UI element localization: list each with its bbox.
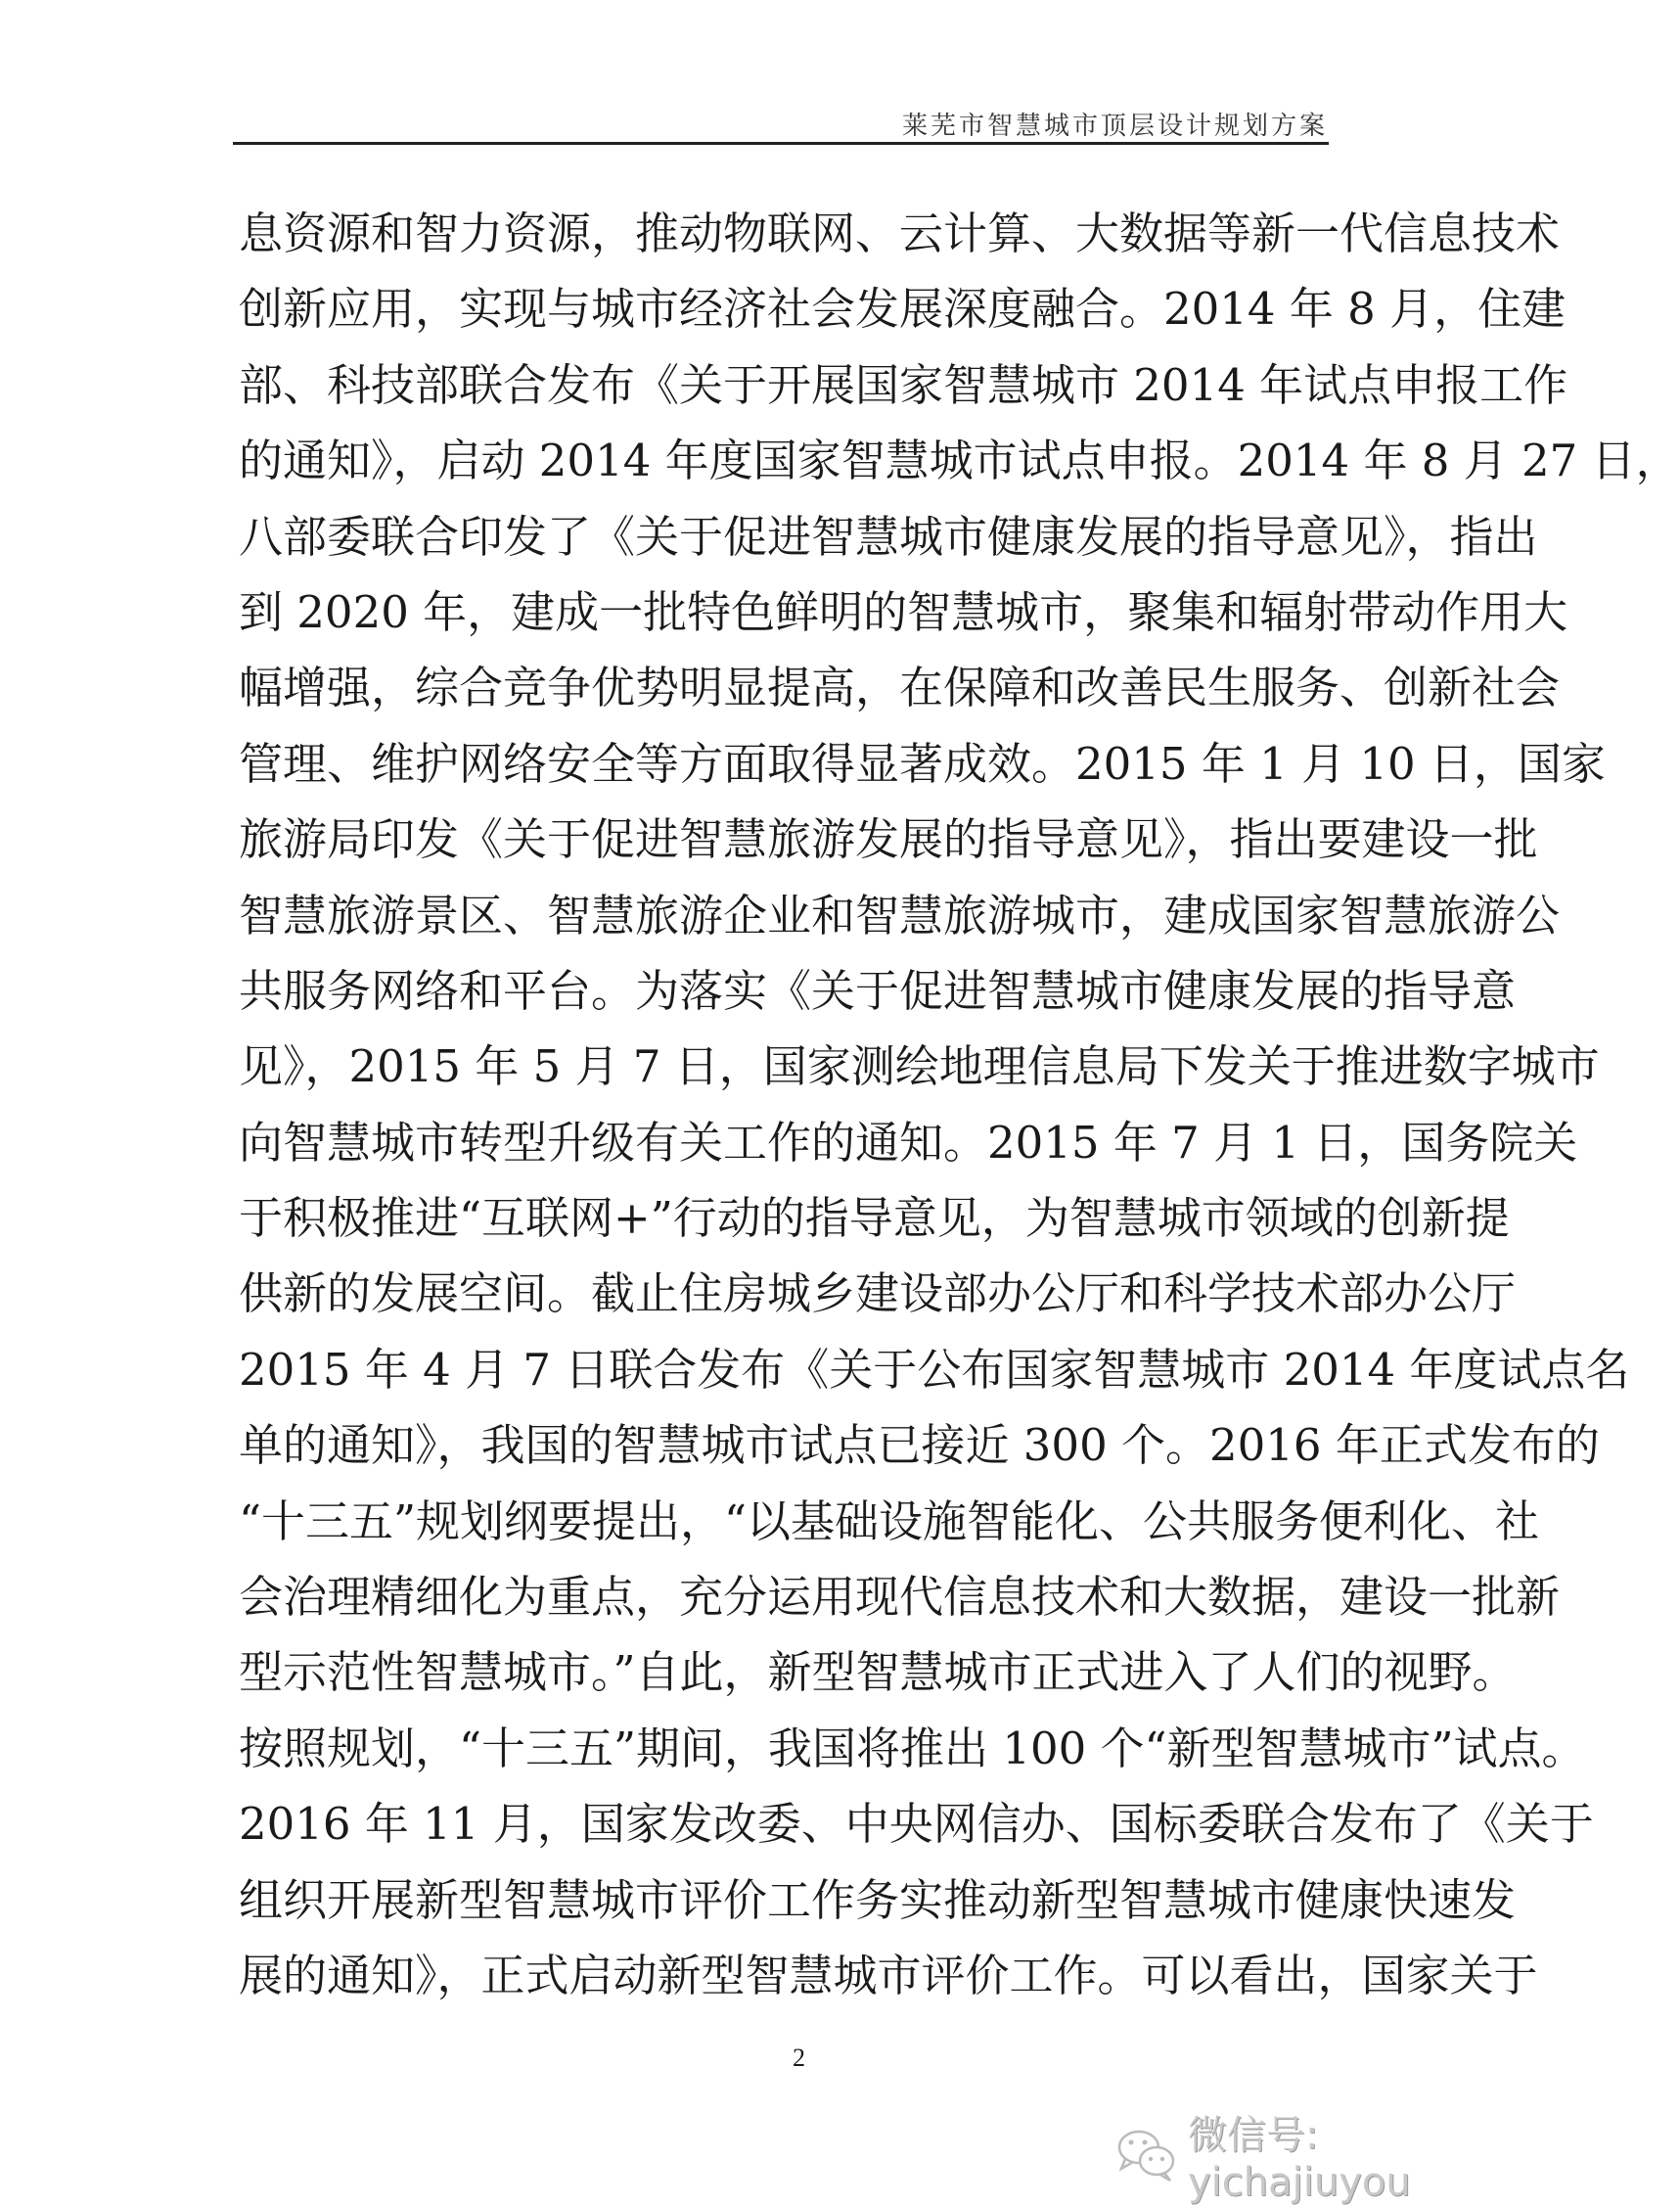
text-line: “十三五”规划纲要提出，“以基础设施智能化、公共服务便利化、社 [239,1494,1540,1547]
text-line: 于积极推进“互联网+”行动的指导意见，为智慧城市领域的创新提 [239,1192,1510,1245]
text-line: 单的通知》，我国的智慧城市试点已接近 300 个。2016 年正式发布的 [239,1419,1600,1472]
text-line: 组织开展新型智慧城市评价工作务实推动新型智慧城市健康快速发 [239,1873,1517,1926]
text-line: 八部委联合印发了《关于促进智慧城市健康发展的指导意见》，指出 [239,510,1538,563]
text-line: 向智慧城市转型升级有关工作的通知。2015 年 7 月 1 日，国务院关 [239,1116,1578,1169]
text-line: 旅游局印发《关于促进智慧旅游发展的指导意见》，指出要建设一批 [239,813,1538,866]
header-title: 莱芜市智慧城市顶层设计规划方案 [901,112,1328,141]
body-text [239,196,1680,2013]
header-divider [233,142,1329,145]
text-line: 供新的发展空间。截止住房城乡建设部办公厅和科学技术部办公厅 [239,1267,1517,1320]
text-line: 共服务网络和平台。为落实《关于促进智慧城市健康发展的指导意 [239,964,1517,1017]
text-line: 展的通知》，正式启动新型智慧城市评价工作。可以看出，国家关于 [239,1949,1538,2001]
text-line: 管理、维护网络安全等方面取得显著成效。2015 年 1 月 10 日，国家 [239,737,1606,790]
watermark-text: 微信号: yichajiuyou [1188,2113,1411,2205]
text-line: 部、科技部联合发布《关于开展国家智慧城市 2014 年试点申报工作 [239,358,1568,411]
text-line: 按照规划，“十三五”期间，我国将推出 100 个“新型智慧城市”试点。 [239,1722,1586,1774]
text-line: 幅增强，综合竞争优势明显提高，在保障和改善民生服务、创新社会 [239,662,1561,714]
text-line: 2015 年 4 月 7 日联合发布《关于公布国家智慧城市 2014 年度试点名 [239,1343,1630,1396]
text-line: 的通知》，启动 2014 年度国家智慧城市试点申报。2014 年 8 月 27 日， [239,435,1680,487]
text-line: 智慧旅游景区、智慧旅游企业和智慧旅游城市，建成国家智慧旅游公 [239,889,1561,942]
wechat-icon [1115,2128,1178,2182]
text-line: 型示范性智慧城市。”自此，新型智慧城市正式进入了人们的视野。 [239,1646,1517,1699]
text-line: 到 2020 年，建成一批特色鲜明的智慧城市，聚集和辐射带动作用大 [239,585,1568,638]
text-line: 会治理精细化为重点，充分运用现代信息技术和大数据，建设一批新 [239,1571,1561,1624]
watermark [1115,2104,1553,2205]
text-line: 息资源和智力资源，推动物联网、云计算、大数据等新一代信息技术 [239,207,1561,259]
page-number: 2 [793,2044,805,2072]
text-line: 见》，2015 年 5 月 7 日，国家测绘地理信息局下发关于推进数字城市 [239,1040,1600,1093]
text-line: 2016 年 11 月，国家发改委、中央网信办、国标委联合发布了《关于 [239,1798,1594,1851]
text-line: 创新应用，实现与城市经济社会发展深度融合。2014 年 8 月，住建 [239,283,1566,336]
